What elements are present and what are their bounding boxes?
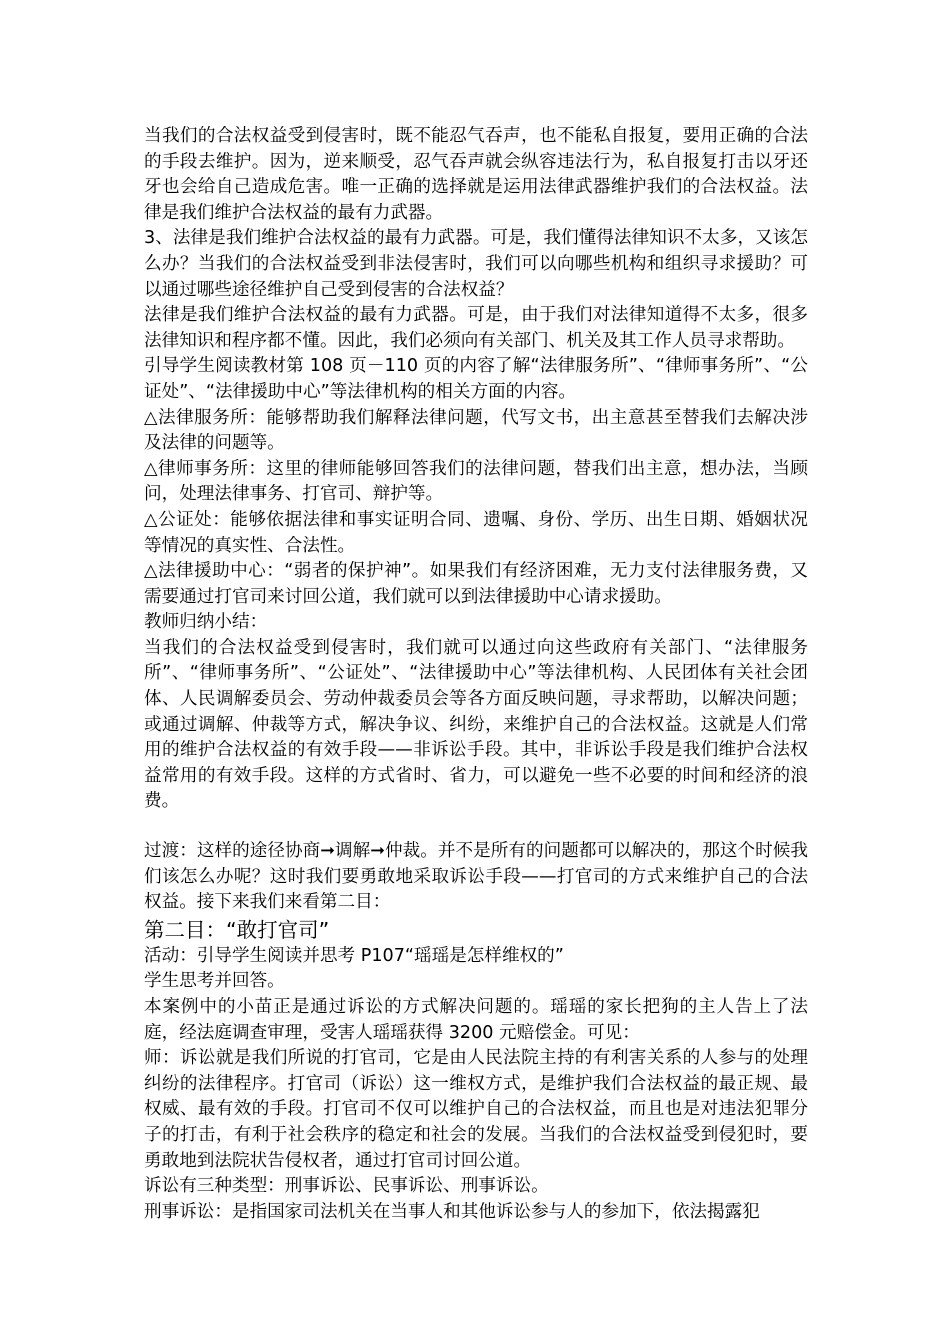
- paragraph-point-3: 3、法律是我们维护合法权益的最有力武器。可是，我们懂得法律知识不太多，又该怎么办？当我们的合法权益受到非法侵害时，我们可以向哪些机构和组织寻求援助？可以通过哪些途径维护自己受到侵害的合法权益？: [144, 228, 808, 300]
- paragraph-rights-infringed: 当我们的合法权益受到侵害时，既不能忍气吞声，也不能私自报复，要用正确的合法的手段去维护。因为，逆来顺受，忍气吞声就会纵容违法行为，私自报复打击以牙还牙也会给自己造成危害。唯一正确的选择就是运用法律武器维护我们的合法权益。法律是我们维护合法权益的最有力武器。: [144, 126, 808, 223]
- paragraph-law-firm: △律师事务所：这里的律师能够回答我们的法律问题，替我们出主意，想办法，当顾问，处理法律事务、打官司、辩护等。: [144, 458, 808, 505]
- paragraph-criminal-litigation: 刑事诉讼：是指国家司法机关在当事人和其他诉讼参与人的参加下，依法揭露犯: [144, 1201, 760, 1222]
- paragraph-teacher-summary: 当我们的合法权益受到侵害时，我们就可以通过向这些政府有关部门、“法律服务所”、“律师事务所”、“公证处”、“法律援助中心”等法律机构、人民团体有关社会团体、人民调解委员会、劳动仲裁委员会等各方面反映问题，寻求帮助，以解决问题；或通过调解、仲裁等方式，解决争议、纠纷，来维护自己的合法权益。这就是人们常用的维护合法权益的有效手段——非诉讼手段。其中，非诉讼手段是我们维护合法权益常用的有效手段。这样的方式省时、省力，可以避免一些不必要的时间和经济的浪费。: [144, 637, 808, 812]
- document-page: [144, 124, 808, 1225]
- paragraph-textbook-guide: 引导学生阅读教材第 108 页－110 页的内容了解“法律服务所”、“律师事务所”、“公证处”、“法律援助中心”等法律机构的相关方面的内容。: [144, 356, 808, 402]
- paragraph-student-answer: 学生思考并回答。: [144, 971, 285, 992]
- paragraph-transition: 过渡：这样的途径协商➞调解➞仲裁。并不是所有的问题都可以解决的，那这个时候我们该怎么办呢？这时我们要勇敢地采取诉讼手段——打官司的方式来维护自己的合法权益。接下来我们来看第二目：: [144, 841, 808, 913]
- paragraph-legal-aid-center: △法律援助中心：“弱者的保护神”。如果我们有经济困难，无力支付法律服务费，又需要通过打官司来讨回公道，我们就可以到法律援助中心请求援助。: [144, 561, 808, 607]
- paragraph-legal-service-office: △法律服务所：能够帮助我们解释法律问题，代写文书，出主意甚至替我们去解决涉及法律的问题等。: [144, 407, 808, 454]
- paragraph-activity: 活动：引导学生阅读并思考 P107“瑶瑶是怎样维权的”: [144, 945, 564, 966]
- paragraph-notary-office: △公证处：能够依据法律和事实证明合同、遗嘱、身份、学历、出生日期、婚姻状况等情况的真实性、合法性。: [144, 509, 808, 556]
- paragraph-law-weapon: 法律是我们维护合法权益的最有力武器。可是，由于我们对法律知道得不太多，很多法律知识和程序都不懂。因此，我们必须向有关部门、机关及其工作人员寻求帮助。: [144, 305, 808, 351]
- section-heading: 第二目：“敢打官司”: [144, 917, 330, 942]
- paragraph-teacher-litigation: 师：诉讼就是我们所说的打官司，它是由人民法院主持的有利害关系的人参与的处理纠纷的法律程序。打官司（诉讼）这一维权方式，是维护我们合法权益的最正规、最权威、最有效的手段。打官司不仅可以维护自己的合法权益，而且也是对违法犯罪分子的打击，有利于社会秩序的稳定和社会的发展。当我们的合法权益受到侵犯时，要勇敢地到法院状告侵权者，通过打官司讨回公道。: [144, 1048, 808, 1171]
- blank-line: [144, 815, 808, 839]
- paragraph-teacher-summary-label: 教师归纳小结：: [144, 612, 268, 633]
- paragraph-litigation-types: 诉讼有三种类型：刑事诉讼、民事诉讼、刑事诉讼。: [144, 1176, 549, 1197]
- paragraph-case: 本案例中的小苗正是通过诉讼的方式解决问题的。瑶瑶的家长把狗的主人告上了法庭，经法庭调查审理，受害人瑶瑶获得 3200 元赔偿金。可见：: [144, 997, 808, 1043]
